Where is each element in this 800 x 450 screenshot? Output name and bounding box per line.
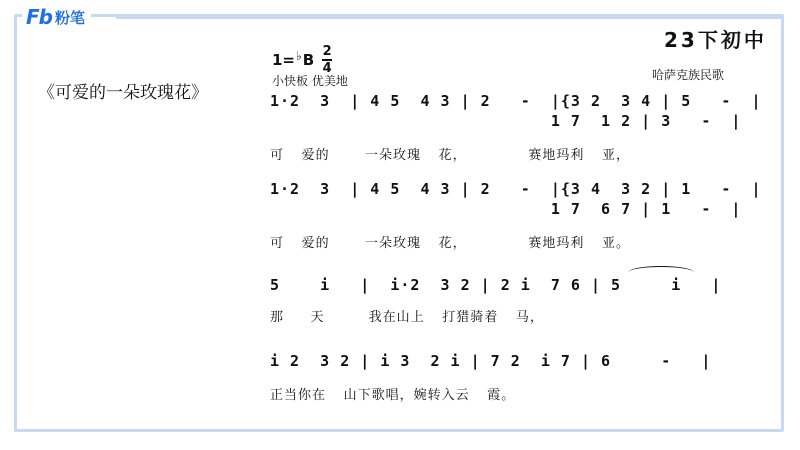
song-title: 《可爱的一朵玫瑰花》	[38, 83, 208, 103]
flat-sign: ♭	[296, 48, 302, 63]
brand-logo	[22, 6, 91, 28]
score-line-4-notes: i 2 3 2 | i 3 2 i | 7 2 i 7 | 6 - |	[270, 352, 712, 370]
time-bottom: 4	[322, 60, 332, 76]
score-line-2-notes-lower: 1 7 6 7 | 1 - |	[270, 200, 742, 218]
grade-label: 23下初中	[664, 28, 767, 52]
time-signature	[322, 45, 332, 75]
key-prefix: 1=	[272, 50, 296, 69]
song-origin: 哈萨克族民歌	[652, 68, 725, 82]
header-rule	[116, 16, 784, 19]
key-signature	[272, 45, 332, 75]
tempo-marking: 小快板 优美地	[272, 74, 348, 88]
score-line-2-notes: 1·2 3 | 4 5 4 3 | 2 - |{3 4 3 2 | 1 - |	[270, 180, 762, 198]
score-line-3-lyrics: 那 天 我在山上 打猎骑着 马，	[270, 310, 544, 325]
score-line-4-lyrics: 正当你在 山下歌唱，婉转入云 霞。	[270, 388, 516, 403]
score-line-1-notes: 1·2 3 | 4 5 4 3 | 2 - |{3 2 3 4 | 5 - |	[270, 92, 762, 110]
logo-mark: Fb	[26, 5, 52, 29]
score-line-1-lyrics: 可 爱的 一朵玫瑰 花， 赛地玛利 亚，	[270, 148, 631, 163]
logo-text: 粉笔	[54, 8, 85, 27]
key-note: B	[302, 50, 315, 69]
score-line-1-notes-lower: 1 7 1 2 | 3 - |	[270, 112, 742, 130]
score-line-2-lyrics: 可 爱的 一朵玫瑰 花， 赛地玛利 亚。	[270, 236, 631, 251]
time-top: 2	[322, 44, 332, 59]
score-line-3-notes: 5 i | i·2 3 2 | 2 i 7 6 | 5 i |	[270, 276, 722, 294]
